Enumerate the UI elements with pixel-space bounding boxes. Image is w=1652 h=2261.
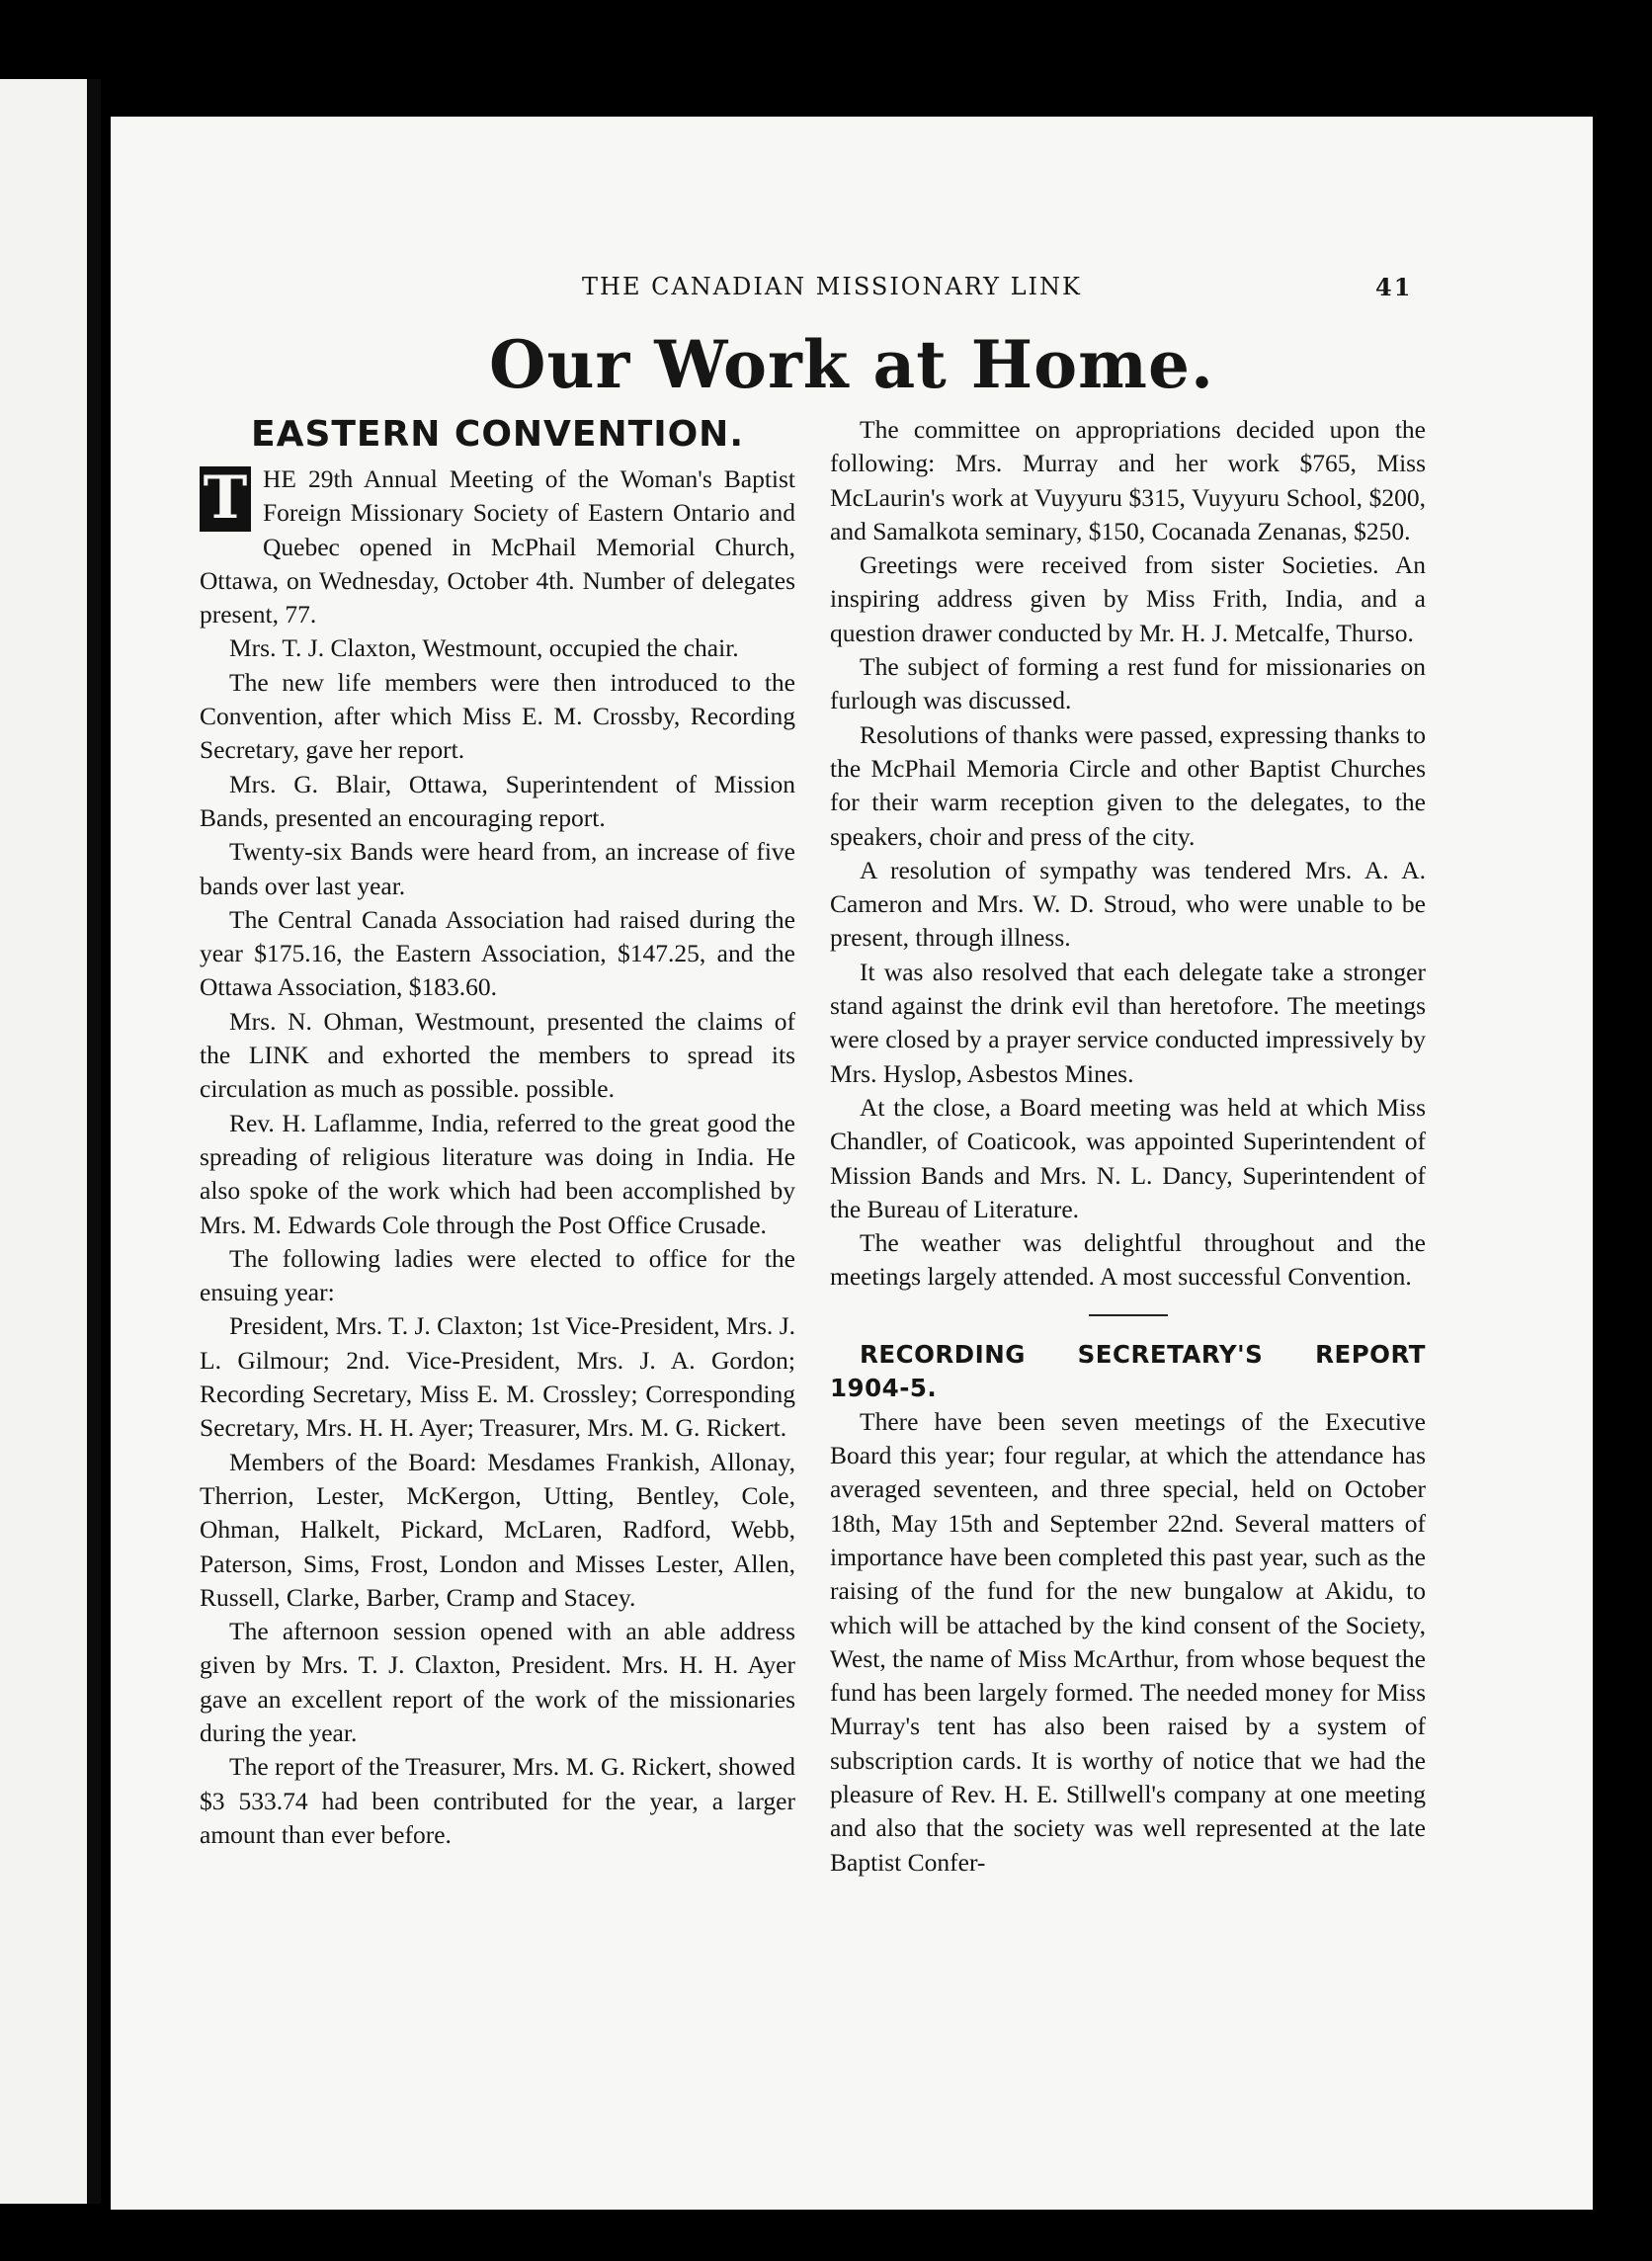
paragraph: The subject of forming a rest fund for missionaries on furlough was discussed. [830,652,1426,715]
paragraph: Members of the Board: Mesdames Frankish, Allonay, Therrion, Lester, McKergon, Utting, Bentley, Cole, Ohman, Halkelt, Pickard, McLaren, Radford, Webb, Paterson, Sims, Frost, London and Misses Lester, Allen, Russell, Clarke, Barber, Cramp and Stacey. [200,1447,795,1612]
paragraph: The following ladies were elected to office for the ensuing year: [200,1243,795,1307]
page-number: 41 [1375,273,1413,301]
paragraph: The new life members were then introduced to the Convention, after which Miss E. M. Crossby, Recording Secretary, gave her report. [200,667,795,765]
paragraph: Mrs. G. Blair, Ottawa, Superintendent of Mission Bands, presented an encouraging report. [200,769,795,832]
section-divider [1089,1314,1168,1316]
right-column [830,413,1426,1880]
paragraph: A resolution of sympathy was tendered Mrs. A. A. Cameron and Mrs. W. D. Stroud, who were unable to be present, through illness. [830,855,1426,953]
left-page-edge [0,79,87,2204]
paragraph: Mrs. T. J. Claxton, Westmount, occupied the chair. [229,633,739,663]
running-title: THE CANADIAN MISSIONARY LINK [582,273,1082,300]
paragraph: President, Mrs. T. J. Claxton; 1st Vice-President, Mrs. J. L. Gilmour; 2nd. Vice-President, Mrs. J. A. Gordon; Recording Secretary, Miss E. M. Crossley; Corresponding Secretary, Mrs. H. H. Ayer; Treasurer, Mrs. M. G. Rickert. [200,1311,795,1443]
paragraph: Mrs. N. Ohman, Westmount, presented the claims of the LINK and exhorted the members to spread its circulation as much as possible. possible. [200,1006,795,1104]
paragraph: Resolutions of thanks were passed, expressing thanks to the McPhail Memoria Circle and other Baptist Churches for their warm reception given to the delegates, to the speakers, choir and press of the city. [830,719,1426,851]
paragraph: Twenty-six Bands were heard from, an increase of five bands over last year. [200,837,795,900]
subheading: RECORDING SECRETARY'S REPORT 1904-5. [830,1339,1426,1402]
paragraph: There have been seven meetings of the Executive Board this year; four regular, at which the attendance has averaged seventeen, and three special, held on October 18th, May 15th and September 22nd. Several matters of importance have been completed this past year, such as the raising of the fund for the new bungalow at Akidu, to which will be attached by the kind consent of the Society, West, the name of Miss McArthur, from whose bequest the fund has been largely formed. The needed money for Miss Murray's tent has also been raised by a system of subscription cards. It is worthy of notice that we had the pleasure of Rev. H. E. Stillwell's company at one meeting and also that the society was well represented at the late Baptist Confer- [830,1406,1426,1877]
left-column [200,413,795,1852]
paragraph: It was also resolved that each delegate take a stronger stand against the drink evil than heretofore. The meetings were closed by a prayer service conducted impressively by Mrs. Hyslop, Asbestos Mines. [830,957,1426,1088]
paragraph: Rev. H. Laflamme, India, referred to the great good the spreading of religious literature was doing in India. He also spoke of the work which had been accomplished by Mrs. M. Edwards Cole through the Post Office Crusade. [200,1108,795,1239]
paragraph: At the close, a Board meeting was held at which Miss Chandler, of Coaticook, was appointed Superintendent of Mission Bands and Mrs. N. L. Dancy, Superintendent of the Bureau of Literature. [830,1092,1426,1223]
dropcap: T [200,466,251,532]
paragraph: The afternoon session opened with an able address given by Mrs. T. J. Claxton, President. Mrs. H. H. Ayer gave an excellent report of the work of the missionaries during the year. [200,1617,795,1747]
paragraph: The committee on appropriations decided upon the following: Mrs. Murray and her work $765, Miss McLaurin's work at Vuyyuru $315, Vuyyuru School, $200, and Samalkota seminary, $150, Cocanada Zenanas, $250. [830,415,1426,545]
paragraph-text: HE 29th Annual Meeting of the Woman's Baptist Foreign Missionary Society of Eastern Ontario and Quebec opened in McPhail Memorial Church, Ottawa, on Wednesday, October 4th. Number of delegates present, 77. [200,464,795,629]
document-page [111,117,1593,2210]
paragraph [200,462,795,631]
page-title: Our Work at Home. [489,326,1214,403]
paragraph: The weather was delightful throughout and the meetings largely attended. A most successful Convention. [830,1228,1426,1292]
paragraph: The Central Canada Association had raised during the year $175.16, the Eastern Association, $147.25, and the Ottawa Association, $183.60. [200,904,795,1002]
book-gutter [87,79,101,2204]
paragraph: The report of the Treasurer, Mrs. M. G. Rickert, showed $3 533.74 had been contributed for the year, a larger amount than ever before. [200,1752,795,1849]
paragraph: Greetings were received from sister Societies. An inspiring address given by Miss Frith, India, and a question drawer conducted by Mr. H. J. Metcalfe, Thurso. [830,550,1426,647]
section-heading: EASTERN CONVENTION. [250,414,744,455]
